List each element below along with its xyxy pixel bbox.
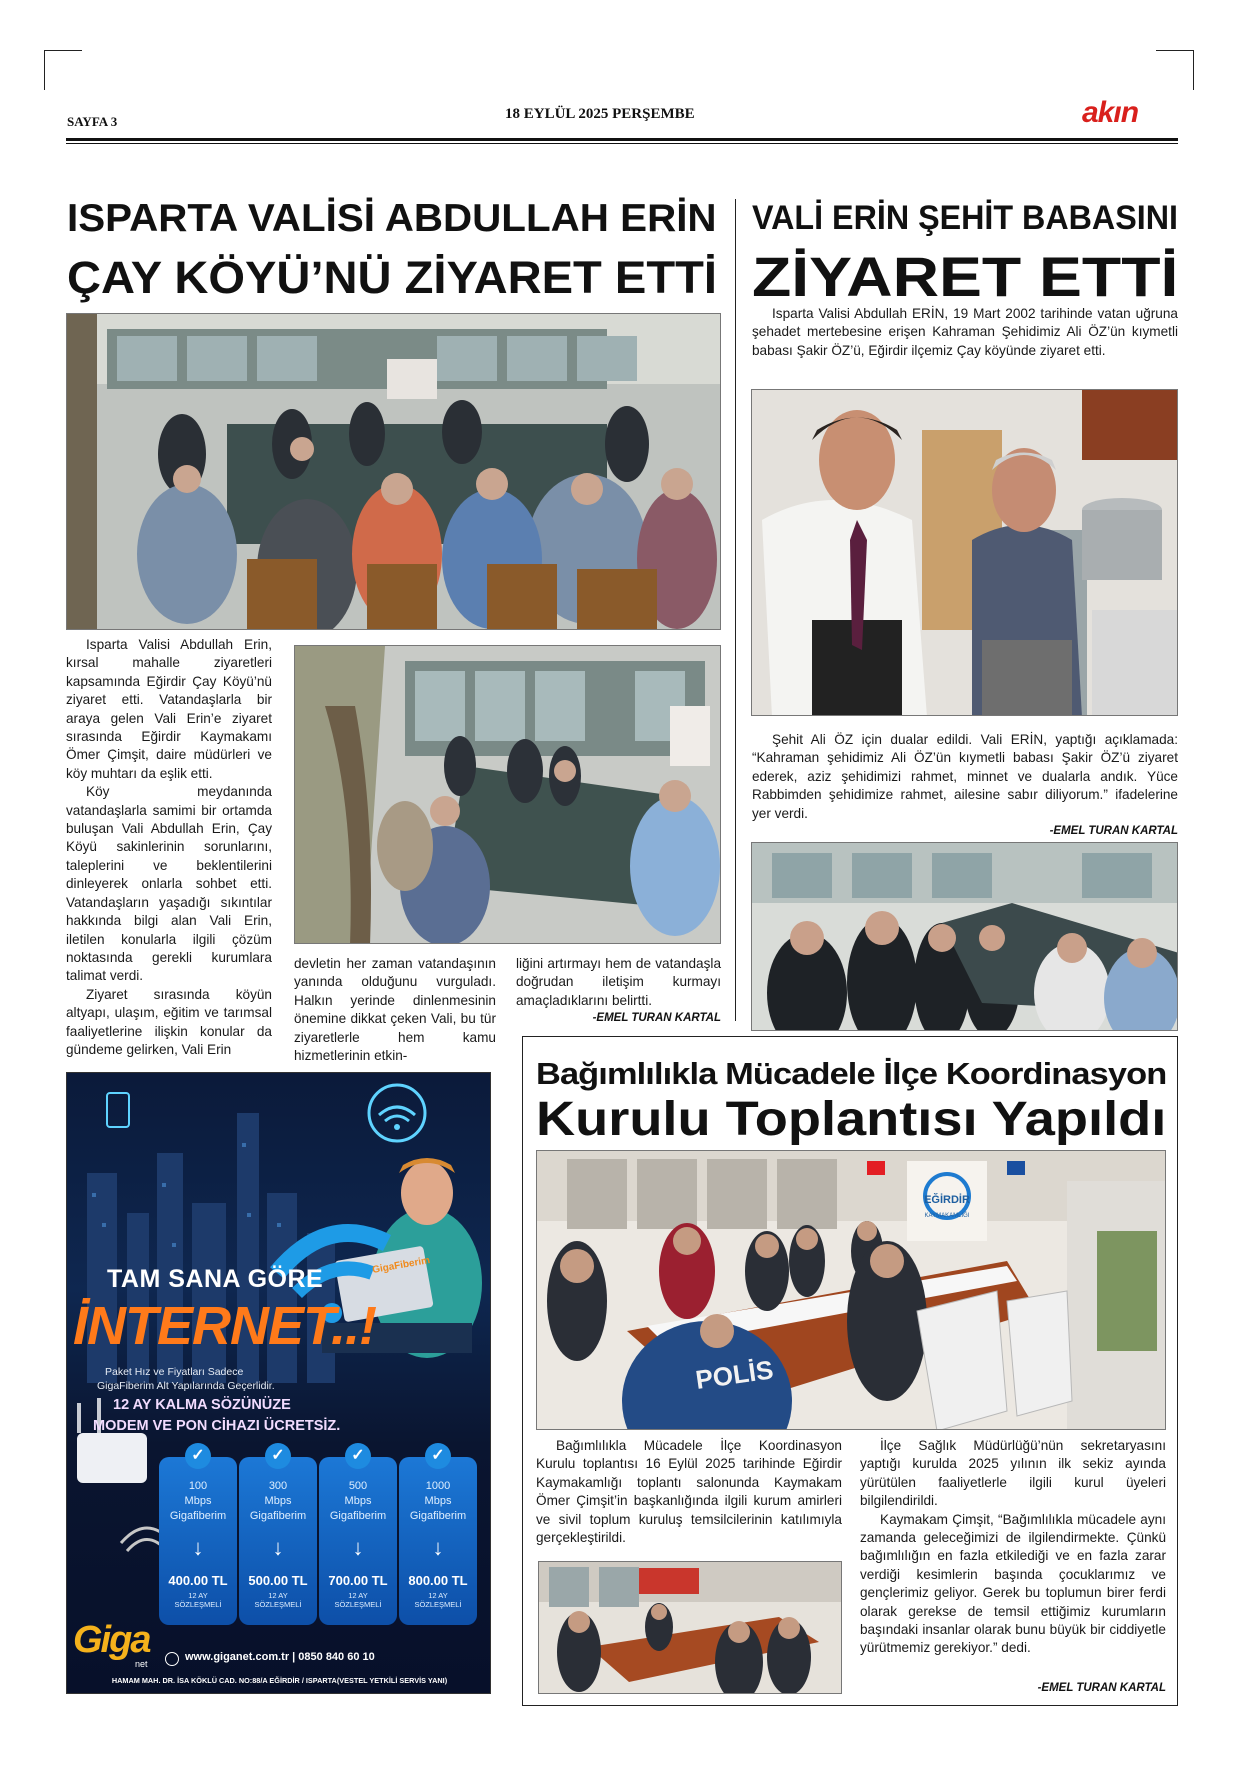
column-divider — [735, 199, 736, 1021]
ad-plan-card — [319, 1447, 397, 1625]
article2-main-photo — [751, 389, 1178, 716]
crop-mark — [1156, 50, 1194, 90]
plan-term: 12 AY — [348, 1591, 368, 1600]
article3-paragraph: Bağımlılıkla Mücadele İlçe Koordinasyon Kurulu toplantısı 16 Eylül 2025 tarihinde Eğirdir Kaymakamlığı toplantı salonunda Kaymakam Ömer Çimşit’in başkanlığında ilgili kurum amirleri ve sivil toplum kuruluş temsilcilerinin katılımıyla gerçekleştirildi. — [536, 1438, 842, 1546]
plan-term: SÖZLEŞMELİ — [334, 1600, 382, 1609]
article1-column2 — [294, 955, 496, 1065]
ad-promo: MODEM VE PON CİHAZI ÜCRETSİZ. — [93, 1418, 341, 1434]
photo-vest-text: POLİS — [693, 1354, 776, 1395]
plan-unit: Mbps — [344, 1495, 372, 1507]
ad-note: Paket Hız ve Fiyatları Sadece — [105, 1366, 244, 1378]
plan-name: Gigafiberim — [249, 1510, 307, 1522]
ad-logo: Giga — [73, 1619, 150, 1661]
article3-title-line1: Bağımlılıkla Mücadele İlçe Koordinasyon — [536, 1056, 1167, 1091]
article1-title-line1: ISPARTA VALİSİ ABDULLAH ERİN — [67, 197, 717, 240]
ad-promo: 12 AY KALMA SÖZÜNÜZE — [113, 1397, 291, 1413]
header-rule — [66, 138, 1178, 141]
article1-paragraph: devletin her zaman vatandaşının yanında olduğunu vurguladı. Halkın yerinde dinlenmesinin önemine dikkat çeken Vali, bu tür ziyaretlerle hem kamu hizmetlerinin etkin- — [294, 956, 496, 1064]
globe-icon — [165, 1652, 179, 1666]
crop-mark — [44, 50, 82, 90]
article3-main-photo — [536, 1150, 1166, 1430]
plan-term: SÖZLEŞMELİ — [254, 1600, 302, 1609]
article2-paragraph: Şehit Ali ÖZ için dualar edildi. Vali ERİN, yaptığı açıklamada: “Kahraman şehidimiz Ali ÖZ’ün kıymetli babası Şakir ÖZ’ü ziyaret ederek, aziz şehidimizi rahmet, minnet ve dualarla andık. Yüce Rabbimden şehidimize rahmet, ailesine sabır diliyorum.” ifadelerine yer verdi. — [752, 732, 1178, 821]
article3-column2 — [860, 1437, 1166, 1658]
article1-byline: -EMEL TURAN KARTAL — [592, 1012, 721, 1024]
plan-term: SÖZLEŞMELİ — [174, 1600, 222, 1609]
article1-second-photo — [294, 645, 721, 944]
article2-body — [752, 731, 1178, 823]
arrow-down-icon: ↓ — [192, 1535, 204, 1560]
plan-speed: 500 — [348, 1480, 368, 1492]
article1-paragraph: liğini artırmayı hem de vatandaşla doğrudan iletişim kurmayı amaçladıklarını belirtti. — [516, 956, 721, 1008]
article3-second-photo — [538, 1561, 842, 1694]
plan-speed: 300 — [268, 1480, 288, 1492]
plan-term: 12 AY — [188, 1591, 208, 1600]
issue-date: 18 EYLÜL 2025 PERŞEMBE — [505, 106, 695, 122]
arrow-down-icon: ↓ — [272, 1535, 284, 1560]
plan-term: 12 AY — [428, 1591, 448, 1600]
article2-title-line1: VALİ ERİN ŞEHİT BABASINI — [752, 199, 1178, 237]
header-rule — [66, 143, 1178, 144]
ad-contact: www.giganet.com.tr | 0850 840 60 10 — [185, 1651, 375, 1663]
article3-paragraph: İlçe Sağlık Müdürlüğü’nün sekretaryasını yaptığı kurulda 2025 yılının ilk sekiz ayında yürütülen faaliyetlerle ilgili kurul üyeleri bilgilendirildi. — [860, 1438, 1166, 1509]
plan-unit: Mbps — [424, 1495, 452, 1507]
article2-paragraph: Isparta Valisi Abdullah ERİN, 19 Mart 2002 tarihinde vatan uğruna şehadet mertebesine erişen Kahraman Şehidimiz Ali ÖZ’ün kıymetli babası Şakir ÖZ’ü, Eğirdir ilçemiz Çay köyünde ziyaret etti. — [752, 306, 1178, 358]
article3-title-line2: Kurulu Toplantısı Yapıldı — [536, 1093, 1167, 1146]
internet-advertisement — [66, 1072, 491, 1694]
article1-column3 — [516, 955, 721, 1010]
article2-intro — [752, 305, 1178, 360]
ad-plan-card — [399, 1447, 477, 1625]
article1-title-line2: ÇAY KÖYÜ’NÜ ZİYARET ETTİ — [67, 252, 717, 303]
plan-unit: Mbps — [184, 1495, 212, 1507]
check-icon: ✓ — [265, 1443, 291, 1469]
article2-title-line2: ZİYARET ETTİ — [752, 245, 1179, 308]
photo-sign-text: EĞİRDİR — [924, 1194, 970, 1206]
arrow-down-icon: ↓ — [432, 1535, 444, 1560]
article3-paragraph: Kaymakam Çimşit, “Bağımlılıkla mücadele aynı zamanda geleceğimizi de ilgilendirmekte. Çünkü bağımlılığın en fazla etkilediği ve en fazla zarar verdiği kesimlerin başında çocuklarımız ve gençlerimiz geliyor. Gerek bu toplumun birer ferdi olarak gerekse de temsil ettiğimiz kurumların başındaki insanlar olarak bunu büyük bir ciddiyetle yürütmemiz gerekiyor.” dedi. — [860, 1511, 1166, 1656]
photo-sign-text: KAYMAKAMLIĞI — [924, 1213, 970, 1219]
ad-headline-main: İNTERNET..! — [73, 1296, 376, 1356]
plan-price: 700.00 TL — [328, 1573, 388, 1588]
article2-byline: -EMEL TURAN KARTAL — [1049, 825, 1178, 837]
plan-name: Gigafiberim — [169, 1510, 227, 1522]
article1-paragraph: Isparta Valisi Abdullah Erin, kırsal mahalle ziyaretleri kapsamında Eğirdir Çay Köyü’nü ziyaret etti. Vatandaşlarla bir araya gelen Vali Erin’e ziyaret sırasında Eğirdir Kaymakamı Ömer Çimşit, daire müdürleri ve köy muhtarı da eşlik etti. — [66, 637, 272, 781]
article3-byline: -EMEL TURAN KARTAL — [1037, 1682, 1166, 1694]
page-label: SAYFA 3 — [67, 114, 118, 129]
plan-price: 400.00 TL — [168, 1573, 228, 1588]
article1-paragraph: Köy meydanında vatandaşlarla samimi bir ortamda buluşan Vali Abdullah Erin, Çay Köyü sakinlerinin sorunlarını, taleplerini ve beklentilerini dinleyerek onlarla sohbet etti. Vatandaşların yaşadığı sıkıntılar hakkında bilgi alan Vali Erin, iletilen konularla ilgili çözüm noktasında gerekli kurumlara talimat verdi. — [66, 784, 272, 984]
plan-price: 500.00 TL — [248, 1573, 308, 1588]
plan-term: 12 AY — [268, 1591, 288, 1600]
ad-plan-card — [239, 1447, 317, 1625]
article3-column1 — [536, 1437, 842, 1547]
plan-name: Gigafiberim — [329, 1510, 387, 1522]
plan-term: SÖZLEŞMELİ — [414, 1600, 462, 1609]
plan-speed: 1000 — [425, 1480, 451, 1492]
ad-logo-sub: net — [135, 1659, 148, 1669]
ad-address: HAMAM MAH. DR. İSA KÖKLÜ CAD. NO:88/A EĞİRDİR / ISPARTA(VESTEL YETKİLİ SERVİS YANI) — [111, 1676, 448, 1685]
check-icon: ✓ — [185, 1443, 211, 1469]
article1-paragraph: Ziyaret sırasında köyün altyapı, ulaşım, eğitim ve tarımsal faaliyetlerine ilişkin konular da gündeme gelirken, Vali Erin — [66, 986, 272, 1057]
article1-column1 — [66, 636, 272, 1059]
arrow-down-icon: ↓ — [352, 1535, 364, 1560]
article2-second-photo — [751, 842, 1178, 1031]
ad-note: GigaFiberim Alt Yapılarında Geçerlidir. — [97, 1380, 275, 1392]
plan-price: 800.00 TL — [408, 1573, 468, 1588]
check-icon: ✓ — [425, 1443, 451, 1469]
brand-logo: akın — [1082, 96, 1139, 129]
plan-speed: 100 — [188, 1480, 208, 1492]
plan-name: Gigafiberim — [409, 1510, 467, 1522]
plan-unit: Mbps — [264, 1495, 292, 1507]
article1-main-photo — [66, 313, 721, 630]
ad-brand-badge: GigaFiberim — [371, 1255, 431, 1276]
ad-plan-card — [159, 1447, 237, 1625]
ad-headline-top: TAM SANA GÖRE — [107, 1265, 324, 1293]
check-icon: ✓ — [345, 1443, 371, 1469]
